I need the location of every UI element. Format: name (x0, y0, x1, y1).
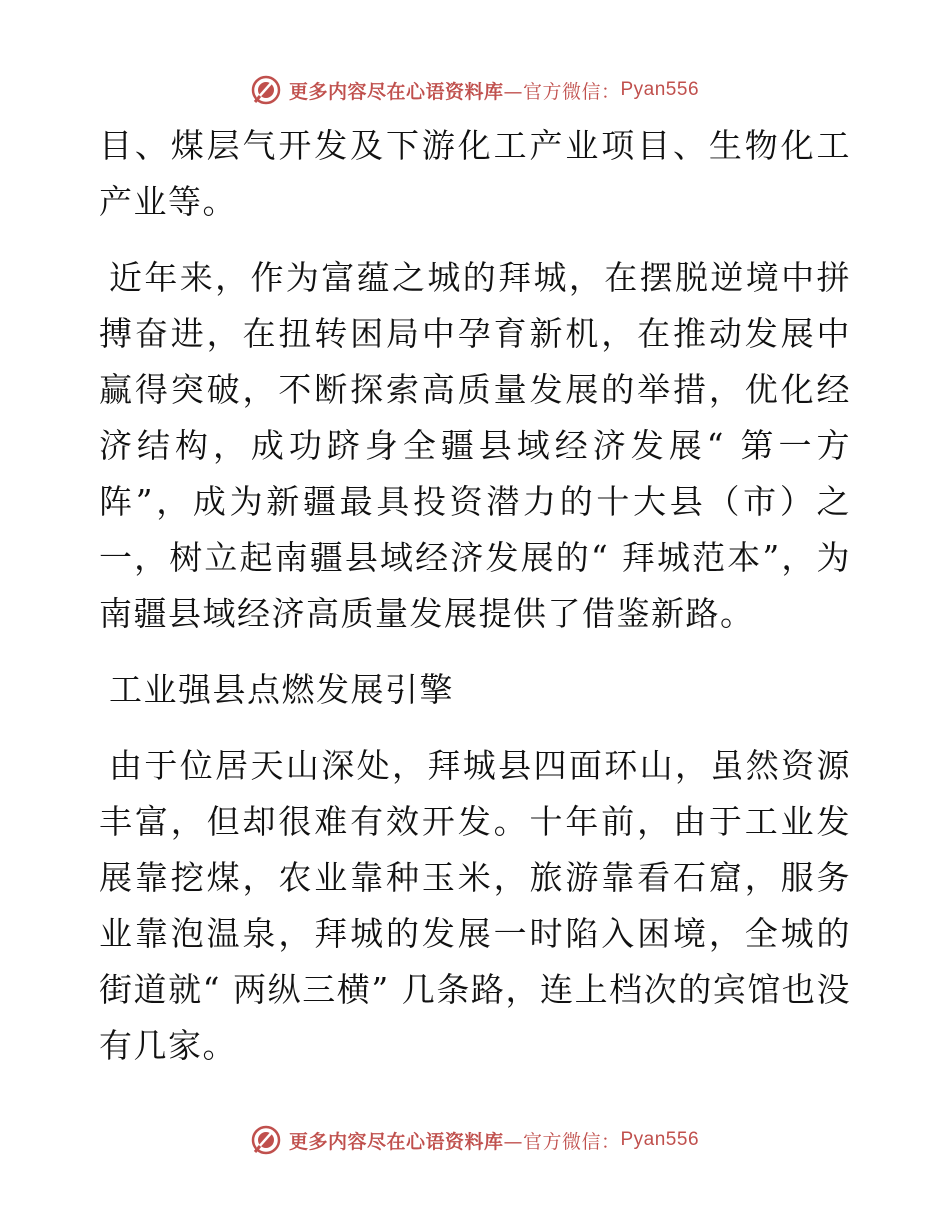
pen-logo-icon (251, 1125, 281, 1155)
section-heading: 工业强县点燃发展引擎 (109, 670, 454, 709)
watermark-text: 更多内容尽在心语资料库 (288, 1130, 504, 1153)
watermark-separator: —官方微信： (503, 80, 621, 103)
watermark-text: 更多内容尽在心语资料库 (288, 80, 504, 103)
watermark-wechat-id: Pyan556 (620, 79, 700, 100)
paragraph-continuation: 目、煤层气开发及下游化工产业项目、生物化工产业等。 (99, 126, 851, 221)
watermark-wechat-id: Pyan556 (620, 1129, 700, 1150)
watermark-separator: —官方微信： (503, 1130, 621, 1153)
header-watermark (0, 70, 950, 110)
paragraph-intro: 近年来，作为富蕴之城的拜城，在摆脱逆境中拼搏奋进，在扭转困局中孕育新机，在推动发展中赢得突破，不断探索高质量发展的举措，优化经济结构，成功跻身全疆县域经济发展“ 第一方阵”，成为新疆最具投资潜力的十大县（市）之一，树立起南疆县域经济发展的“ 拜城范本”，为南疆县域经济高质量发展提供了借鉴新路。 (99, 258, 851, 633)
pen-logo-icon (251, 75, 281, 105)
footer-watermark (0, 1120, 950, 1160)
document-body (99, 118, 851, 1094)
paragraph-background: 由于位居天山深处，拜城县四面环山，虽然资源丰富，但却很难有效开发。十年前，由于工业发展靠挖煤，农业靠种玉米，旅游靠看石窟，服务业靠泡温泉，拜城的发展一时陷入困境，全城的街道就“ 两纵三横” 几条路，连上档次的宾馆也没有几家。 (99, 746, 851, 1065)
